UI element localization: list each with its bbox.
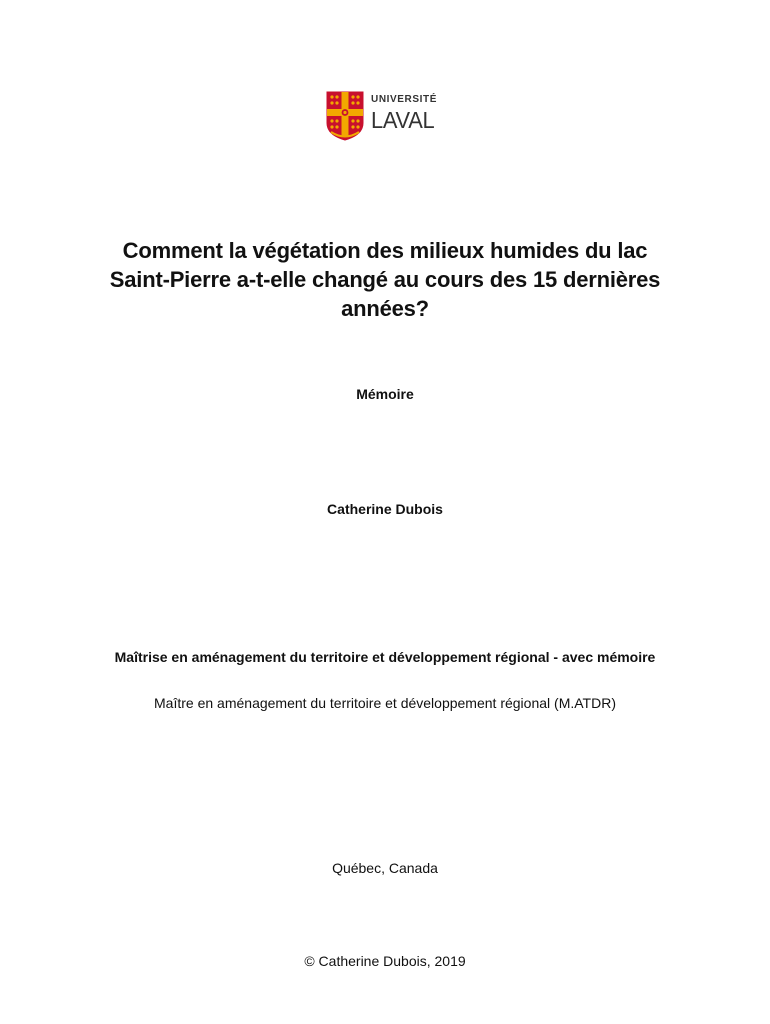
- author-name: Catherine Dubois: [327, 501, 443, 517]
- place-name: Québec, Canada: [332, 860, 438, 876]
- degree-name: Maître en aménagement du territoire et développement régional (M.ATDR): [154, 695, 616, 711]
- university-wordmark: [371, 94, 438, 132]
- university-crest-icon: [326, 91, 364, 141]
- logo-line-laval: LAVAL: [371, 107, 435, 133]
- thesis-title: Comment la végétation des milieux humides du lac Saint-Pierre a-t-elle changé au cours des 15 dernières années?: [109, 238, 661, 321]
- program-name: Maîtrise en aménagement du territoire et développement régional - avec mémoire: [114, 649, 656, 665]
- copyright-notice: © Catherine Dubois, 2019: [304, 953, 466, 969]
- logo-line-university: UNIVERSITÉ: [371, 94, 438, 105]
- document-type: Mémoire: [356, 386, 414, 402]
- university-logo: [326, 91, 456, 143]
